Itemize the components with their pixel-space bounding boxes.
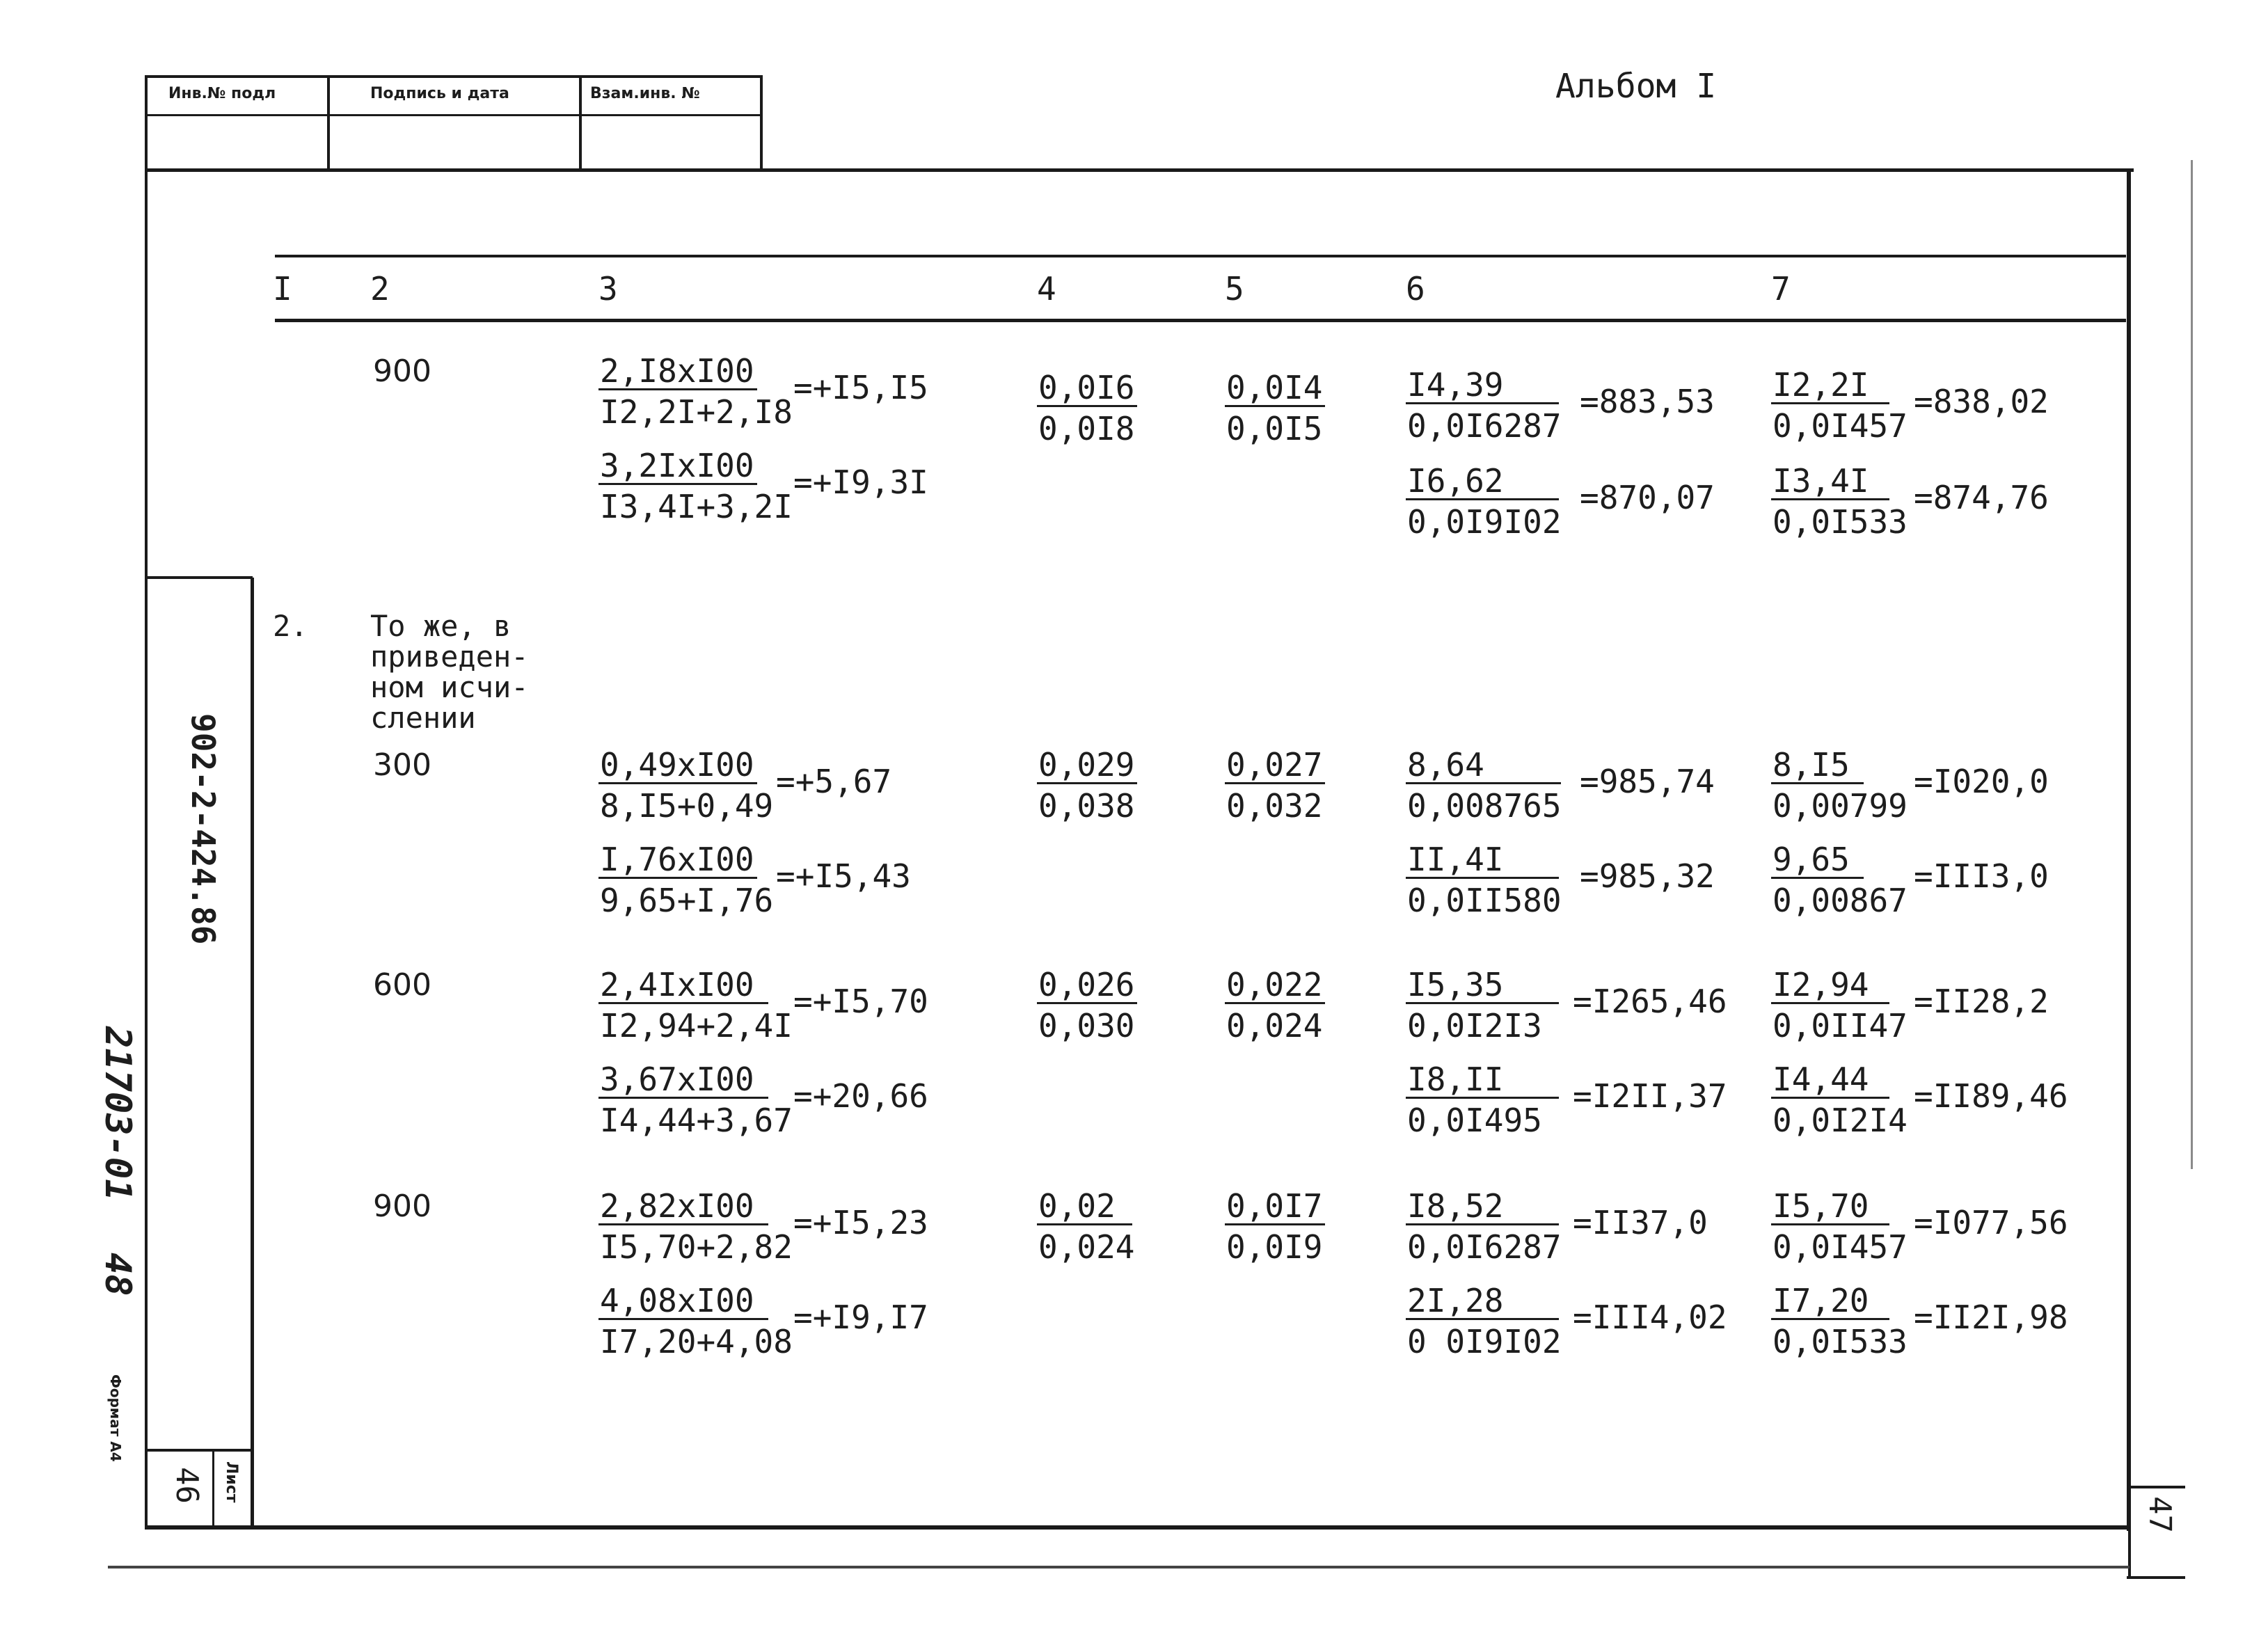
- load-value: 600: [373, 967, 431, 1003]
- row-number: 2.: [273, 609, 308, 643]
- fraction-col7-b: I4,44 =II89,46 0,0I2I4: [1773, 1061, 2068, 1139]
- fraction-col7-a: I2,94 =II28,2 0,0II47: [1773, 966, 2049, 1045]
- header-col-1: I: [273, 270, 292, 308]
- fraction-col6-a: 8,64 =985,74 0,008765: [1407, 746, 1715, 825]
- fraction-col3-b: 3,2IxI00 =+I9,3I I3,4I+3,2I: [600, 447, 928, 525]
- header-col-6: 6: [1406, 270, 1425, 308]
- load-value: 300: [373, 747, 431, 783]
- fraction-col6-a: I5,35 =I265,46 0,0I2I3: [1407, 966, 1727, 1045]
- fraction-col6-b: I8,II =I2II,37 0,0I495: [1407, 1061, 1727, 1139]
- row-description-line: ном исчи-: [370, 670, 529, 704]
- fraction-col5: $\frac{0,022}{0,024}$: [1225, 969, 1325, 1042]
- fraction-col3-b: 3,67xI00 =+20,66 I4,44+3,67: [600, 1061, 928, 1139]
- fraction-col7-b: I3,4I =874,76 0,0I533: [1773, 462, 2049, 541]
- fraction-col6-b: 2I,28 =III4,02 0 0I9I02: [1407, 1282, 1727, 1360]
- fraction-col3-a: 2,I8xI00 =+I5,I5 I2,2I+2,I8: [600, 352, 928, 431]
- header-col-7: 7: [1771, 270, 1791, 308]
- row-description-line: приведен-: [370, 640, 529, 674]
- fraction-col6-b: II,4I =985,32 0,0II580: [1407, 841, 1715, 919]
- fraction-col3-a: 2,4IxI00 =+I5,70 I2,94+2,4I: [600, 966, 928, 1045]
- sheet-number-right: 47: [2142, 1496, 2178, 1533]
- header-col-2: 2: [370, 270, 390, 308]
- fraction-col4: $\frac{0,02}{0,024}$: [1038, 1187, 1135, 1266]
- fraction-col4: $\frac{0,029}{0,038}$: [1037, 749, 1137, 822]
- fraction-col7-a: I2,2I =838,02 0,0I457: [1773, 366, 2049, 445]
- header-col-4: 4: [1037, 270, 1056, 308]
- fraction-col4: $\frac{0,0I6}{0,0I8}$: [1037, 372, 1137, 445]
- fraction-col5: $\frac{0,0I7}{0,0I9}$: [1225, 1190, 1325, 1263]
- side-doc-number: 21703-01: [97, 1026, 138, 1201]
- sheet-number-left: 46: [169, 1467, 205, 1504]
- fraction-col3-b: 4,08xI00 =+I9,I7 I7,20+4,08: [600, 1282, 928, 1360]
- load-value: 900: [373, 354, 431, 389]
- side-code: 902-2-424.86: [184, 713, 222, 945]
- stamp-sign-date: Подпись и дата: [370, 85, 509, 102]
- fraction-col7-a: I5,70 =I077,56 0,0I457: [1773, 1187, 2068, 1266]
- fraction-col7-b: 9,65 =III3,0 0,00867: [1773, 841, 2049, 919]
- fraction-col3-a: 0,49xI00 =+5,67 8,I5+0,49: [600, 746, 892, 825]
- format-label: Формат А4: [107, 1374, 124, 1462]
- fraction-col7-a: 8,I5 =I020,0 0,00799: [1773, 746, 2049, 825]
- fraction-col3-b: I,76xI00 =+I5,43 9,65+I,76: [600, 841, 911, 919]
- load-value: 900: [373, 1189, 431, 1224]
- header-col-5: 5: [1225, 270, 1244, 308]
- stamp-replace-inv: Взам.инв. №: [590, 85, 700, 102]
- row-description-line: То же, в: [370, 609, 512, 643]
- side-num: 48: [97, 1253, 138, 1296]
- fraction-col7-b: I7,20 =II2I,98 0,0I533: [1773, 1282, 2068, 1360]
- row-description-line: слении: [370, 701, 476, 735]
- fraction-col5: $\frac{0,027}{0,032}$: [1225, 749, 1325, 822]
- header-col-3: 3: [598, 270, 618, 308]
- album-label: Альбом I: [1555, 67, 1717, 106]
- fraction-col3-a: 2,82xI00 =+I5,23 I5,70+2,82: [600, 1187, 928, 1266]
- row-description: [370, 611, 529, 733]
- fraction-col6-a: I8,52 =II37,0 0,0I6287: [1407, 1187, 1708, 1266]
- fraction-col6-b: I6,62 =870,07 0,0I9I02: [1407, 462, 1715, 541]
- stamp-inv-no: Инв.№ подл: [168, 85, 276, 102]
- fraction-col6-a: I4,39 =883,53 0,0I6287: [1407, 366, 1715, 445]
- fraction-col5: $\frac{0,0I4}{0,0I5}$: [1225, 372, 1325, 445]
- sheet-label: Лист: [223, 1461, 240, 1503]
- fraction-col4: $\frac{0,026}{0,030}$: [1037, 969, 1137, 1042]
